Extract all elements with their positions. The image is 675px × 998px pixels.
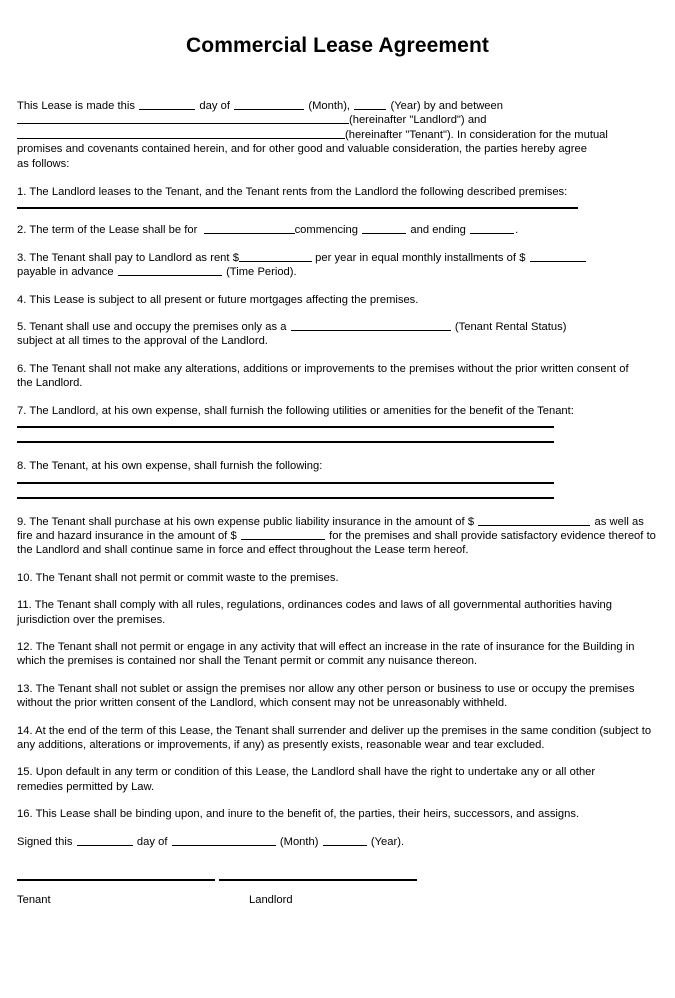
signed-text-a: Signed this (17, 835, 73, 848)
clause-11-text: The Tenant shall comply with all rules, regulations, ordinances codes and laws of all governmental authorities having jurisdiction over the premises. (17, 599, 612, 626)
clause-1 (17, 185, 656, 199)
clause-13-text: The Tenant shall not sublet or assign the premises nor allow any other person or business to use or occupy the premises without the prior written consent of the Landlord, which consent may not be unreasonably withheld. (17, 682, 635, 710)
clause-5-text-a: Tenant shall use and occupy the premises only as a (29, 321, 287, 334)
document-body (17, 99, 656, 907)
clause-5-text-c: subject at all times to the approval of the Landlord. (17, 335, 268, 348)
tenant-label: Tenant (17, 894, 51, 906)
landlord-label: Landlord (249, 894, 293, 906)
signed-month-blank[interactable] (172, 835, 276, 846)
clause-7-answer-line-2[interactable] (17, 441, 554, 443)
clause-6-number: 6. (17, 362, 27, 375)
clause-2-term-blank[interactable] (204, 223, 295, 234)
clause-10-number: 10. (17, 571, 33, 584)
clause-2-text-b: commencing (294, 224, 358, 237)
clause-15-number: 15. (17, 766, 33, 779)
intro-month-blank[interactable] (234, 99, 304, 110)
clause-10 (17, 571, 656, 585)
intro-tenant-label: (hereinafter "Tenant"). In consideration for the mutual (345, 128, 608, 141)
clause-8-answer-lines (17, 482, 656, 499)
clause-11-number: 11. (17, 599, 32, 612)
signed-year-blank[interactable] (323, 835, 367, 846)
landlord-signature-line[interactable] (219, 879, 417, 881)
signature-labels (17, 893, 656, 907)
clause-9-number: 9. (17, 515, 27, 528)
clause-15 (17, 765, 643, 794)
tenant-name-blank[interactable] (17, 128, 345, 139)
clause-9-fire-hazard-amount-blank[interactable] (241, 529, 325, 540)
tenant-signature-line[interactable] (17, 879, 215, 881)
signed-day-blank[interactable] (77, 835, 133, 846)
clause-7-number: 7. (17, 404, 27, 417)
intro-text-4: (Year) by and between (390, 100, 503, 112)
clause-15-text: Upon default in any term or condition of this Lease, the Landlord shall have the right to undertake any or all other remedies permitted by Law. (17, 766, 596, 793)
clause-9-text-c: for the premises and shall provide satisfactory evidence thereof to the Landlord and shall continue same in force and effect throughout the Lease term hereof. (17, 529, 656, 557)
clause-11 (17, 598, 625, 627)
clause-1-text: The Landlord leases to the Tenant, and the Tenant rents from the Landlord the following described premises: (29, 186, 568, 199)
clause-14-text: At the end of the term of this Lease, the Tenant shall surrender and deliver up the premises in the same condition (subject to any additions, alterations or improvements, if any) as presently exists, reasonable wear and tear excluded. (17, 724, 652, 751)
clause-1-number: 1. (17, 186, 27, 199)
clause-2-text-c: and ending (410, 224, 466, 237)
intro-day-blank[interactable] (139, 99, 195, 110)
clause-9-liability-amount-blank[interactable] (478, 515, 590, 526)
clause-9 (17, 515, 656, 558)
intro-text-5: promises and covenants contained herein, and for other good and valuable consideration, the parties hereby agree (17, 143, 587, 156)
intro-text-2: day of (199, 100, 230, 112)
clause-1-answer-line-1[interactable] (17, 207, 578, 209)
clause-2-text-d: . (515, 224, 519, 237)
clause-3-monthly-rent-blank[interactable] (530, 251, 586, 262)
clause-9-text-a: The Tenant shall purchase at his own expense public liability insurance in the amount of $ (29, 515, 475, 528)
clause-2-number: 2. (17, 224, 27, 237)
clause-3-time-period-blank[interactable] (118, 265, 222, 276)
clause-9-text-b: as well as fire and hazard insurance in the amount of $ (17, 515, 644, 542)
clause-2-commencing-blank[interactable] (362, 223, 406, 234)
clause-14-number: 14. (17, 724, 33, 737)
clause-12-text: The Tenant shall not permit or engage in any activity that will effect an increase in the rate of insurance for the Building in which the premises is contained nor shall the Tenant permit or commit any nuisance thereon. (17, 640, 635, 668)
clause-2 (17, 223, 656, 237)
clause-8-number: 8. (17, 460, 27, 473)
clause-7 (17, 404, 656, 418)
clause-2-text-a: The term of the Lease shall be for (29, 224, 198, 237)
clause-14 (17, 724, 656, 753)
clause-2-ending-blank[interactable] (470, 223, 514, 234)
clause-6-text: The Tenant shall not make any alterations, additions or improvements to the premises without the prior written consent of the Landlord. (17, 362, 629, 390)
clause-8-answer-line-1[interactable] (17, 482, 554, 484)
clause-5-number: 5. (17, 321, 27, 334)
intro-text-6: as follows: (17, 157, 70, 170)
clause-16-text: This Lease shall be binding upon, and inure to the benefit of, the parties, their heirs, successors, and assigns. (35, 808, 580, 821)
clause-8-text: The Tenant, at his own expense, shall furnish the following: (29, 460, 323, 473)
clause-6 (17, 362, 633, 391)
signed-this-line (17, 835, 656, 849)
intro-year-blank[interactable] (354, 99, 386, 110)
clause-3-text-b: per year in equal monthly installments of $ (315, 251, 526, 264)
intro-landlord-label: (hereinafter "Landlord") and (349, 114, 487, 127)
clause-5 (17, 320, 656, 349)
signature-lines (17, 879, 656, 881)
clause-8 (17, 459, 656, 473)
clause-12 (17, 640, 640, 669)
clause-16-number: 16. (17, 808, 33, 821)
clause-4-text: This Lease is subject to all present or future mortgages affecting the premises. (29, 293, 419, 306)
intro-paragraph (17, 99, 656, 171)
signed-text-c: (Month) (279, 835, 319, 848)
clause-7-answer-line-1[interactable] (17, 426, 554, 428)
clause-3 (17, 251, 656, 280)
landlord-name-blank[interactable] (17, 113, 349, 124)
clause-4 (17, 293, 656, 307)
clause-5-text-b: (Tenant Rental Status) (454, 321, 567, 334)
clause-13-number: 13. (17, 682, 33, 695)
clause-3-number: 3. (17, 251, 27, 264)
clause-7-answer-lines (17, 426, 656, 443)
clause-12-number: 12. (17, 640, 33, 653)
clause-16 (17, 807, 656, 821)
clause-4-number: 4. (17, 293, 27, 306)
clause-10-text: The Tenant shall not permit or commit waste to the premises. (35, 571, 339, 584)
clause-8-answer-line-2[interactable] (17, 497, 554, 499)
intro-text-3: (Month), (308, 100, 351, 112)
signed-text-b: day of (136, 835, 168, 848)
clause-5-rental-status-blank[interactable] (291, 320, 451, 331)
intro-text-1: This Lease is made this (17, 100, 135, 112)
clause-1-answer-lines (17, 207, 656, 209)
clause-3-text-c: payable in advance (17, 266, 114, 279)
page-title: Commercial Lease Agreement (186, 34, 489, 58)
clause-3-annual-rent-blank[interactable] (239, 251, 312, 262)
clause-7-text: The Landlord, at his own expense, shall furnish the following utilities or amenities for the benefit of the Tenant: (29, 404, 574, 417)
signed-text-d: (Year). (370, 835, 405, 848)
clause-3-text-d: (Time Period). (226, 266, 297, 279)
clause-13 (17, 682, 645, 711)
clause-3-text-a: The Tenant shall pay to Landlord as rent $ (29, 251, 239, 264)
